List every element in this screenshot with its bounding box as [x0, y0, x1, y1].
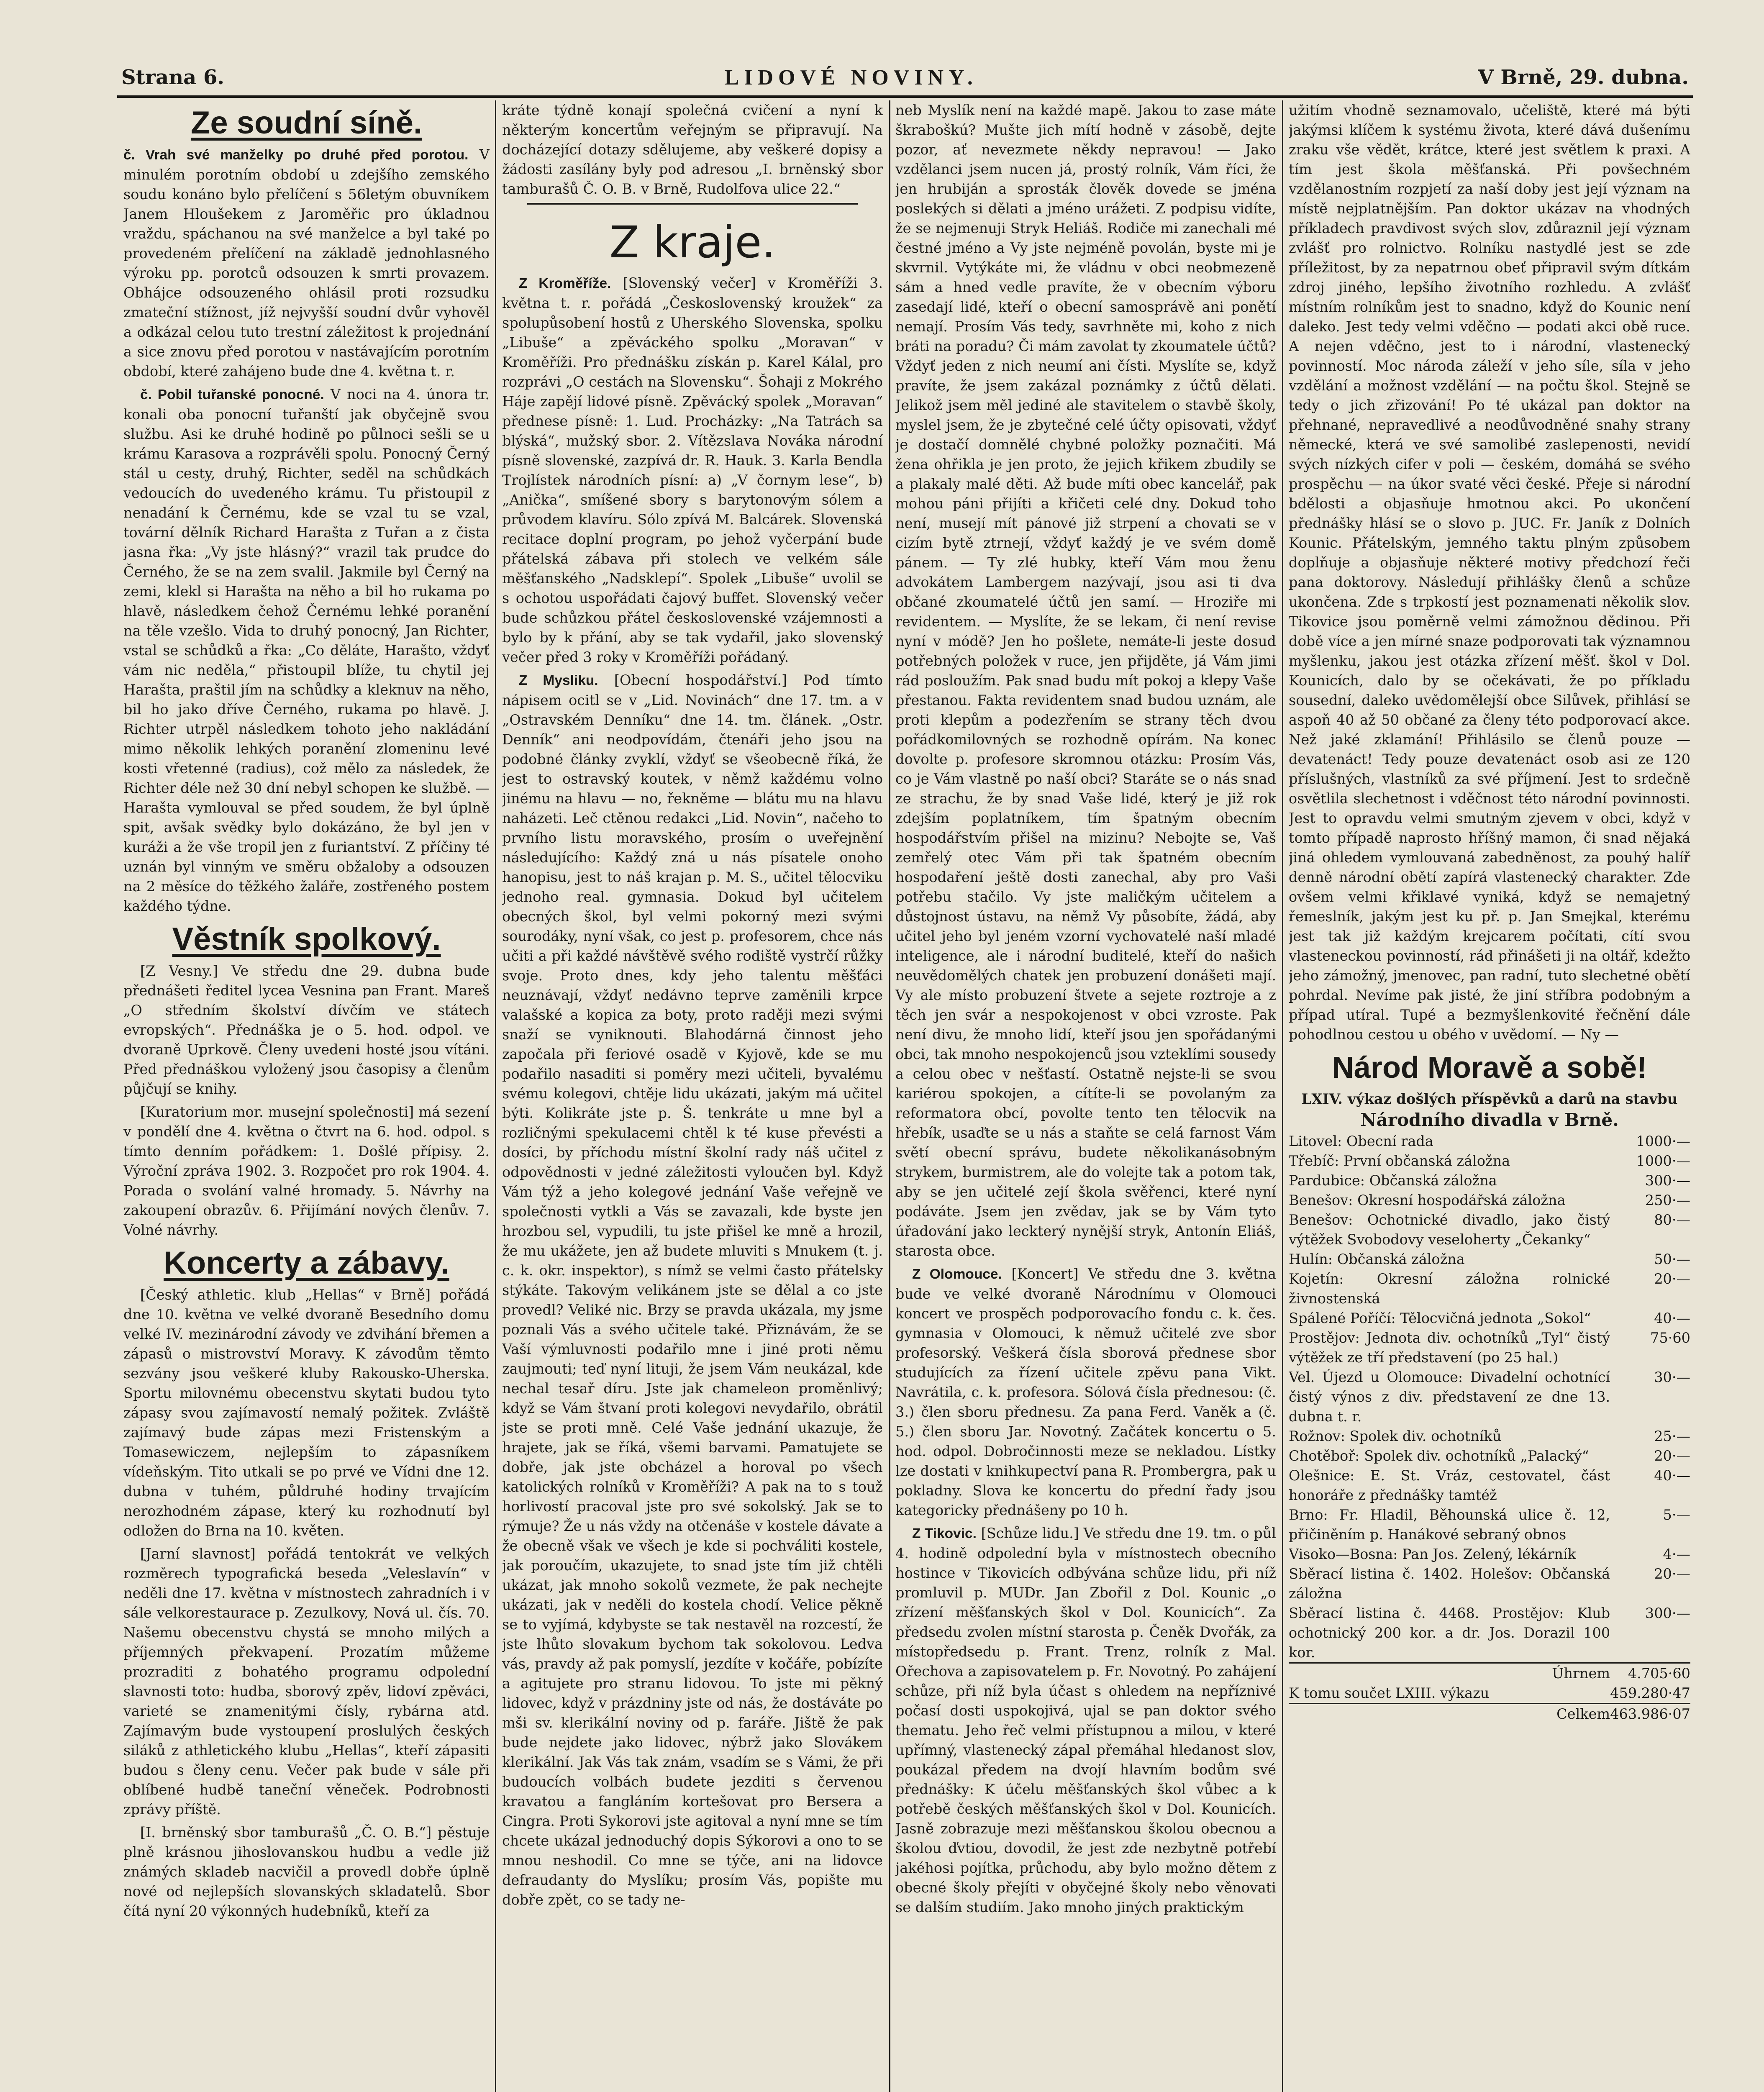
donation-amount: 5·— — [1663, 1507, 1690, 1523]
article-title: Z Tikovic. — [912, 1526, 977, 1541]
donation-row — [1289, 1269, 1690, 1308]
donation-amount: 20·— — [1654, 1448, 1690, 1464]
report-subtitle: LXIV. výkaz došlých příspěvků a darů na stavbu — [1301, 1091, 1678, 1108]
article-paragraph: [Kuratorium mor. musejní společnosti] má sezení v pondělí dne 4. května o čtvrt na 6. hod. odpol. s tímto denním pořádkem: 1. Došlé přípisy. 2. Výroční zpráva 1902. 3. Rozpočet pro rok 1904. 4. Porada o svolání valné hromady. 5. Návrhy na zakoupení obrazův. 6. Přijímání nových členův. 7. Volné návrhy. — [123, 1104, 490, 1238]
article-text: V minulém porotním období u zdejšího zemského soudu konáno bylo přelíčení s 56letým obuvníkem Janem Hloušekem z Jaroměřic pro úkladnou vraždu, spáchanou na své manželce a byl také po provedeném přelíčení na základě jednohlasného výroku pp. porotců odsouzen k smrti provazem. Obhájce odsouzeného ohlásil proti rozsudku zmateční stížnost, jíž nejvyšší soudní dvůr vyhověl a odkázal celou tuto trestní záležitost k projednání a sice znovu před porotou v nastávajícím porotním období, které zahájeno bude dne 4. května t. r. — [123, 146, 490, 379]
article-paragraph — [123, 145, 490, 381]
article-paragraph — [895, 1264, 1276, 1520]
donor-name: Sběrací listina č. 4468. Prostějov: Klub ochotnický 200 kor. a dr. Jos. Dorazil 100 kor. — [1289, 1605, 1610, 1661]
sum-row — [1289, 1663, 1690, 1684]
donation-amount: 75·60 — [1650, 1330, 1690, 1346]
header-rule — [117, 95, 1693, 98]
grand-total-value: 463.986·07 — [1610, 1704, 1690, 1724]
donor-name: Spálené Poříčí: Tělocvičná jednota „Sokol“ — [1289, 1310, 1591, 1326]
article-title: Z Olomouce. — [912, 1266, 1002, 1282]
sum-label: Úhrnem — [1289, 1663, 1610, 1684]
donor-name: Hulín: Občanská záložna — [1289, 1251, 1465, 1267]
donation-row — [1289, 1190, 1690, 1210]
article-text: [Obecní hospodářství.] Pod tímto nápisem ocitl se v „Lid. Novinách“ dne 17. tm. a v „Ostravském Denníku“ dne 14. tm. článek. „Ostr. Denník“ ani neodpovídám, čtenáři jeho jsou na podobné články zvyklí, vždyť se všeobecně říká, že jest to ostravský koutek, v němž každému volno jinému na hlavu — no, řekněme — blátu mu na hlavu naházeti. Leč ctěnou redakci „Lid. Novin“, načeho to prvního listu moravského, prosím o uveřejnění následujícího: Každý zná u nás písatele onoho hanopisu, jest to náš krajan p. M. S., učitel tělocviku jednoho real. gymnasia. Dokud byl učitelem obecných škol, byl velmi pokorný mezi svými sourodáky, nyní však, co jest p. profesorem, chce nás učiti a při každé návštěvě svého rodiště vystrčí růžky svoje. Proto dnes, kdy jeho talentu měšťáci neuznávají, vždyť nedávno teprve zaměnili krpce valašské a kopica za boty, proto raději mezi svými snaží se vyniknouti. Blahodárná činnost jeho započala při feriové osadě v Kyjově, kde se mu podařilo nasaditi si poměry mezi učiteli, byvalému svému kolegovi, chtěje lidu ukázati, jakým má učitel býti. Kolikráte jste p. Š. tenkráte u mne byl a rozličnými spekulacemi chtěl k té kuse převésti a dosíci, by příchodu místní školní rady náš učitel z odpovědnosti v jedné záležitosti vyloučen byl. Když Vám týž a jeho kolegové jednání Vaše veřejně ve společnosti vytkli a Vás se zavazali, kde byste jen hrozbou sel, vypudili, tu jste přišel ke mně a hrozil, že mu ukážete, jen až budete mluviti s Mnukem (t. j. c. k. okr. inspektor), s nímž se velmi často přátelsky stýkáte. Takovým velikánem jste se dělal a co jste provedl? Veliké nic. Brzy se pravda ukázala, my jsme poznali Vás a svého učitele také. Přiznávám, že se Vaší výmluvnosti podařilo mne i jiné proti němu zaujmouti; teď nyní lituji, že jsem Vám neukázal, kde nechal tesař díru. Jste jak chameleon proměnlivý; když se Vám štvaní proti kolegovi nevydařilo, obrátil jste se proti mně. Celé Vaše jednání ukazuje, že hrajete, jak se říká, všemi barvami. Pamatujete se dobře, jak jste obcházel a horoval po všech katolických rolníků v Kroměříži? A pak na to s touž horlivostí pracoval jste pro své sokolský. Jak se to rýmuje? Že u nás vždy na otčenáše v kostele dávate a že obecně však ve všech je kde si pochváliti kostele, jak poroučím, ukazujete, to snad jste tím již chtěli ukázat, jak mnoho sokolů vezmete, že pak nechejte ukázati, jak v neděli do kostela chodí. Velice pěkně se to vyjímá, kdybyste se tak nestavěl na rozcestí, že jste lhůto slovakum bychom tak sokolovou. Ledva vás, pravdy až pak pomyslí, jezdíte v kočáře, pobízíte a agitujete pro stranu lidovou. To jste mi pěkný lidovec, když v prázdniny jste od nás, že dostáváte po mši sv. klerikální noviny od p. faráře. Jiště že pak bude nejdete jako lidovec, nýbrž jako Slovákem klerikální. Jak Vás tak znám, vsadím se s Vámi, že při budoucích volbách budete jezditi s červenou kravatou a fangláním kortešovat pro Bersera a Cingra. Proti Sykorovi jste agitoval a nyní mne se tím chcete ukázal jednoduchý dopis Sýkorovi a ono to se mnou neshodil. Co mne se týče, ani na lidovce defraudanty do Myslíku; prosím Vás, popište mu dobře zpět, co se tady ne- — [502, 672, 883, 1908]
donation-amount: 50·— — [1654, 1251, 1690, 1267]
donation-row — [1289, 1249, 1690, 1269]
donation-amount: 25·— — [1654, 1428, 1690, 1444]
column-1 — [123, 100, 490, 2092]
article-paragraph: [I. brněnský sbor tamburašů „Č. O. B.“] pěstuje plně krásnou jihoslovanskou hudbu a vedle již známých skladeb nacvičil a provedl dobře úplně nové od nejlepších slovanských skladatelů. Sbor čítá nyní 20 výkonných hudebníků, kteří za — [123, 1824, 490, 1919]
donation-amount: 20·— — [1654, 1566, 1690, 1582]
donation-row — [1289, 1328, 1690, 1367]
article-text: V noci na 4. února tr. konali oba ponocní tuřanští jak obyčejně svou službu. Asi ke druhé hodině po půlnoci sešli se u krámu Karasova a rozprávěli spolu. Ponocný Černý stál u cesty, druhý, Richter, seděl na schůdkách vedoucích do uvedeného krámu. Tu přistoupil z nenadání k Černému, kde se vzal tu se vzal, tovární dělník Richard Haraštа z Tuřan a z čista jasna řka: „Vy jste hlásný?“ vrazil tak prudce do Černého, že se na zem svalil. Jakmile byl Černý na zemi, klekl si Harašta na něho a bil ho rukama po hlavě, následkem čehož Černému lehké poranění na těle vzešlo. Vida to druhý ponocný, Jan Richter, vstal se schůdků a řka: „Co děláte, Harašto, vždyť vám nic neděla,“ přistoupil blíže, tu chytil jej Harašta, praštil jím na schůdky a kleknuv na něho, bil ho jako dříve Černého, rukama po hlavě. J. Richter utrpěl následkem tohoto jeho nakládání mimo několik lehkých poranění zlomeninu levé kosti vřetenné (radius), což mělo za následek, že Richter déle než 30 dní nebyl schopen ke službě. — Harašta vymlouval se před soudem, že byl úplně spit, avšak svědky bylo dokázáno, že byl jen v kuráži a že vše tropil jen z furiantství. Z příčiny té uznán byl vinným ve směru obžaloby a odsouzen na 2 měsíce do těžkého žaláře, zostřeného postem každého týdne. — [123, 386, 490, 914]
column-3 — [895, 100, 1276, 2092]
donation-row — [1289, 1367, 1690, 1426]
donation-row — [1289, 1210, 1690, 1249]
article-paragraph — [123, 385, 490, 916]
donor-name: Benešov: Okresní hospodářská záložna — [1289, 1192, 1566, 1208]
article-paragraph: [Český athletic. klub „Hellas“ v Brně] pořádá dne 10. května ve velké dvoraně Besedního domu velké IV. mezinárodní závody ve zdvihání břemen a zápasů o mistrovství Moravy. K závodům těmto sezvány jsou veškeré kluby Rakousko-Uherska. Sportu milovnému obecenstvu skytati budou tyto zápasy svou zajímavostí nemalý požitek. Zvláště zajímavý bude zápas mezi Fristenským a Tomasewiczem, nejlepším to zápasníkem vídeňským. Tito utkali se po prvé ve Vídni dne 12. dubna v tuhém, půldruhé hodiny trvajícím nerozhodném zápase, který ku rozhodnutí byl odložen do Brna na 10. květen. — [123, 1287, 490, 1539]
donation-row — [1289, 1466, 1690, 1505]
article-paragraph: užitím vhodně seznamovalo, učeliště, které má býti jakýmsi klíčem k systému života, které dává dušenímu zraku vše vědět, krátce, které jest světlem k praxi. A tím jest škola měšťanská. Při povšechném vzdělanostním rozpjetí za naší doby jest její význam na místě nejplatnějším. Pan doktor ukázav na vhodných příkladech pravdivost svých slov, zdůraznil její význam zvlášť pro rolnictvo. Rolníku nastydlé jest se zde příležitost, by za nepatrnou obeť připravil svým dítkám zdroj jiného, lepšího životního rozhledu. A zvlášť místním rolníkům jest to snadno, když do Kounic není daleko. Jest tedy velmi vděčno — podati akci obě ruce. A nejen vděčno, jest to i národní, vlastenecký povinností. Moc národa záleží v jeho síle, síla v jeho vzdělání a možnost vzdělání — na počtu škol. Stejně se tedy o jich zřizování! Po té ukázal pan doktor na přehnané, nepravedlivé a neodůvodněné snahy strany německé, která ve své samolibé zaslepenosti, nevidí svých nízkých cifer v poli — českém, domáhá se svého prospěchu — na úkor svaté věci české. Přeje si národní bdělosti a objasňuje hmotnou akci. Po ukončení přednášky hlásí se o slovo p. JUC. Fr. Janík z Dolních Kounic. Přátelským, jemného taktu plným způsobem doplňuje a objasňuje některé motivy předchozí řeči pana doktorovy. Následují přihlášky členů a schůze ukončena. Zde s trpkostí jest poznamenati několik slov. Tikovice jsou poměrně velmi zámožnou dědinou. Při době více a jen mírné snaze podporovati tak významnou myšlenku, jakou jest otázka zřízení měšť. škol v Dol. Kounicích, dalo by se očekávati, že po příkladu sousední, daleko uvědomělejší obce Silůvek, přihlásí se aspoň 40 až 50 občané za členy této podporovací akce. Než jaké zklamání! Přihlásilo se členů pouze — devatenáct! Tedy pouze devatenáct osob asi ze 120 příslušných, vlastníků za své příjmení. Jest to srdečně osvětlila slechetnost i vděčnost této národní povinnosti. Jest to opravdu velmi smutným zjevem v obci, když v tomto případě naprosto hříšný mamon, či snad nějaká jiná ohledem vymlouvaná zabedněnost, za pouhý halíř denně národní obětí zapírá vlastenecký charakter. Zde ovšem velmi křiklavé vyniká, když se nemajetný řemeslník, jakým jest ku př. p. Jan Smejkal, kterému jest tak již každým krejcarem počítati, cítí svou vlasteneckou povinností, rád přinášeti ji na oltář, kdežto jeho zámožný, jmenovec, pan radní, tuto slechetné obětí pohrdal. Nevíme pak jisté, že jiní stříbra podobným a případ utíral. Tupé a bezmyšlenkovité řečnění dále pohodlnou cestou u obého v uvědomí. — Ny — — [1289, 102, 1690, 1043]
donor-name: Sběrací listina č. 1402. Holešov: Občanská záložna — [1289, 1566, 1610, 1602]
article-paragraph: kráte týdně konají společná cvičení a nyní k některým koncertům veřejným se připravují. Na docházející dotazy sdělujeme, aby veškeré dopisy a žádosti zasílány byly pod adresou „I. brněnský sbor tamburašů Č. O. B. v Brně, Rudolfova ulice 22.“ — [502, 102, 883, 197]
donor-name: Brno: Fr. Hladil, Běhounská ulice č. 12, přičiněním p. Hanákové sebraný obnos — [1289, 1507, 1610, 1543]
donor-name: Vel. Újezd u Olomouce: Divadelní ochotnící čistý výnos z div. představení ze dne 13. dubna t. r. — [1289, 1369, 1610, 1425]
previous-total-value: 459.280·47 — [1610, 1685, 1690, 1701]
grand-total-row — [1289, 1704, 1690, 1724]
donor-name: Chotěboř: Spolek div. ochotníků „Palacký“ — [1289, 1448, 1589, 1464]
article-paragraph: [Jarní slavnost] pořádá tentokrát ve velkých rozměrech typografická beseda „Veleslavín“ v neděli dne 17. května v místnostech zahradních i v sále velkorestaurace p. Zezulkovy, Nová ul. čís. 70. Našemu obecenstvu chystá se mnoho milých a příjemných překvapení. Prozatím můžeme prozraditi z bohatého programu odpolední slavnosti toto: hudba, sborový zpěv, lidoví zpěváci, varieté se znamenitými čísly, rybárna atd. Zajímavým bude vystoupení proslulých českých siláků z athletického klubu „Hellas“, kteří zápasiti budou s členy cenu. Večer pak bude v sále při oblíbené hudbě taneční věneček. Podrobnosti zprávy příště. — [123, 1546, 490, 1818]
donation-row — [1289, 1446, 1690, 1466]
donation-amount: 4·— — [1663, 1546, 1690, 1562]
donation-amount: 40·— — [1654, 1310, 1690, 1326]
donor-name: Litovel: Obecní rada — [1289, 1133, 1433, 1149]
previous-total-row — [1289, 1683, 1690, 1704]
article-paragraph — [895, 1523, 1276, 1917]
masthead-title: LIDOVÉ NOVINY. — [724, 65, 978, 90]
donation-table — [1289, 1131, 1690, 1724]
article-text: [Schůze lidu.] Ve středu dne 19. tm. o půl 4. hodině odpolední byla v místnostech obecního hostince v Tikovicích odbývána schůze lidu, při níž promluvil p. MUDr. Jan Zbořil z Dol. Kounic „o zřízení měšťanských škol v Dol. Kounicích“. Za předsedu zvolen místní starosta p. Čeněk Dvořák, za místopředsedu p. Frant. Trenz, rolník z Mal. Ořechova a zapisovatelem p. Fr. Novotný. Po zahájení schůze, při níž byla účast s ohledem na nepříznivé počasí dosti uspokojivá, ujal se pan doktor svého thematu. Jeho řeč velmi přístupnou a milou, v které upřímný, vlastenecký zápal přemáhal hledanost slov, poukázal předem na dvojí hlavním bodům své přednášky: K účelu měšťanských škol vůbec a k potřebě českých měšťanských škol v Dol. Kounicích. Jasně zobrazuje mezi měšťanskou školou obecnou a školou ďvtiou, dovodil, že jest zde nezbytně potřebí jakéhosi pojítka, průchodu, aby bylo možno dětem z obecné školy přejíti v obyčejné školy nebo věnovati se dalším studiím. Jako mnoho jiných praktickým — [895, 1525, 1276, 1915]
column-2 — [502, 100, 883, 2092]
article-title: Z Kroměříže. — [519, 276, 611, 291]
article-title: č. Vrah své manželky po druhé před porotou. — [123, 147, 469, 163]
donation-row — [1289, 1131, 1690, 1151]
donor-name: Olešnice: E. St. Vráz, cestovatel, část honoráře z přednášky tamtéž — [1289, 1467, 1610, 1503]
column-divider — [889, 100, 890, 2092]
article-paragraph: neb Myslík není na každé mapě. Jakou to zase máte škraboškú? Mušte jich mítí hodně v zásobě, dejte pozor, ať nevezmete někdy nepravou! — Jako vzdělanci jsem nucen já, prostý rolník, Vám říci, že jen hrubiján a sprosták člověk dovede se jména poslekých si dělati a jméno urážeti. Z podpisu vidíte, že se nejmenuji Stryk Heliáš. Rodiče mi zanechali mé čestné jméno a Vy jste nejméně povolán, byste mi je skvrnil. Vytýkáte mi, že vládnu v obci neobmezeně sám a hned vedle pravíte, že v obecním výboru zasedají lidé, kteří o obecní samosprávě ani ponětí nemají. Prosím Vás tedy, savrhněte mi, koho z nich bráti na poradu? Či mám zavolat ty zkoumatele účtů? Vždyť jeden z nich neumí ani čísti. Myslíte se, když pravíte, že jsem zakázal poznámky z účtů dělati. Jelikož jsem měl jediné ale stavitelem o stavbě školy, myslel jsem, že je zbytečné celé účty opisovati, vždyť je dostačí domnělé chybné položky poznačiti. Má žena ohřikla je jen proto, že jejich křikem zbudily se a plakaly malé děti. Až bude míti obec kancelář, pak mohou páni přijíti a křičeti celé dny. Dokud toho není, musejí mít pánové již strpení a chovati se v cizím bytě ztrnejí, vždyť každý je ve svém domě pánem. — Ty zlé hubky, kteří Vám mou ženu advokátem Lambergem nazývají, jsou asi ti dva občané zkoumatelé účtů jen samí. — Hroziře mi revidentem. — Myslíte, že se lekam, či není revise nyní v módě? Jen ho pošlete, nemáte-li jeste dosud potřebných položek v ruce, jen přijděte, já Vám jimi rád posloužím. Pak snad budu mít pokoj a klepy Vaše přestanou. Fakta revidentem snad budou uznám, ale proti klepům a podezřením se strany těch dvou pořádkomilovných se rozhodně opírám. Na konec dovolte p. profesore skromnou otázku: Prosím Vás, co je Vám vlastně po naší obci? Staráte se o nás snad ze strachu, že by snad Vaše lidé, který je již rok zdejším poplatníkem, tím špatným obecním hospodářstvím přišel na mizinu? Nebojte se, Vaš zemřelý otec Vám při tak špatném obecním hospodaření ještě dosti zanechal, aby pro Vaši potřebu stačilo. Vy jste maličkým učitelem a důstojnost ústavu, na němž Vy působíte, žádá, aby učitel jeho byl jeném vzorní vychovatelé naší mladé inteligence, ale i národní buditelé, kteří do našich neuvědomělých chatek jen probuzení donášeti mají. Vy ale místo probuzení štvete a sejete roztroje a z těch jen svár a nespokojenost v obci vzroste. Pak není divu, že mnoho lidí, kteří jsou jen spořádanými obci, tak mnoho nespokojenců jsou vzteklími sousedy a celou obec v nešťastí. Ostatně nejste-li se svou kariérou spokojen, a cítíte-li se povolaným za reformatora obcí, povolte tento ten tělocvik na hřebík, usaďte se u nás a staňte se celá farnost Vám světí obecní správu, budete několikanásobným strykem, burmistrem, ale do volejte tak a potom tak, aby se jen učitelé zejí škola svěřenci, které nyní podáváte. Jsem jen zvědav, jak se by Vám tyto úřadování jako leckterý nynější stryk, Antonín Eliáš, starosta obce. — [895, 102, 1276, 1259]
article-paragraph: [Z Vesny.] Ve středu dne 29. dubna bude přednášeti ředitel lycea Vesnina pan Frant. Mareš „O středním školství dívčím ve státech evropských“. Přednáška je o 5. hod. odpol. ve dvoraně Uprkově. Členy uvedeni hosté jsou vítáni. Před přednáškou vyložený jsou časopisy a členům půjčují se knihy. — [123, 963, 490, 1097]
donation-row — [1289, 1505, 1690, 1544]
donor-name: Kojetín: Okresní záložna rolnické živnostenská — [1289, 1271, 1610, 1307]
donation-amount: 1000·— — [1636, 1153, 1690, 1169]
section-title-court: Ze soudní síně. — [190, 105, 423, 141]
report-subtitle: Národního divadla v Brně. — [1360, 1110, 1619, 1130]
donation-row — [1289, 1308, 1690, 1328]
article-title: č. Pobil tuřanské ponocné. — [140, 387, 324, 403]
sum-value: 4.705·60 — [1610, 1663, 1690, 1684]
donation-amount: 1000·— — [1636, 1133, 1690, 1149]
section-title-concerts: Koncerty a zábavy. — [164, 1245, 449, 1281]
article-paragraph — [502, 670, 883, 1910]
donation-amount: 300·— — [1645, 1605, 1690, 1621]
donation-row — [1289, 1544, 1690, 1564]
previous-total-label: K tomu součet LXIII. výkazu — [1289, 1685, 1490, 1701]
donor-name: Prostějov: Jednota div. ochotníků „Tyl“ čistý výtěžek ze tří představení (po 25 hal.) — [1289, 1330, 1610, 1366]
donation-amount: 40·— — [1654, 1467, 1690, 1484]
article-text: [Koncert] Ve středu dne 3. května bude ve velké dvoraně Národnímu v Olomouci koncert ve prospěch podporovacího fondu c. k. čes. gymnasia v Olomouci, k němuž učitelé zve sbor profesorský. Veškerá čísla sborová přednese sbor studujících za řízení učitele zpěvu pana Vikt. Navrátila, c. k. profesora. Sólová čísla přednesou: (č. 3.) člen sboru přednesu. Za pana Ferd. Vaněk a (č. 5.) člen sboru Jar. Novotný. Začátek koncertu o 5. hod. odpol. Dobročinnosti meze se nekladou. Lístky lze dostati v knihkupectví pana R. Prombergra, pak u pokladny. Slova ke koncertu do přední řady jsou kategoricky přednášeny po 10 h. — [895, 1266, 1276, 1518]
column-divider — [1282, 100, 1283, 2092]
article-title: Z Mysliku. — [519, 673, 598, 688]
page-number: Strana 6. — [121, 66, 225, 89]
section-title-associations: Věstník spolkový. — [172, 921, 441, 957]
donation-amount: 20·— — [1654, 1271, 1690, 1287]
donor-name: Rožnov: Spolek div. ochotníků — [1289, 1428, 1502, 1444]
column-4 — [1289, 100, 1690, 2092]
section-title-national-theatre: Národ Moravě a sobě! — [1332, 1051, 1647, 1084]
column-divider — [495, 100, 496, 2092]
donation-amount: 80·— — [1654, 1212, 1690, 1228]
section-divider — [527, 203, 858, 205]
donor-name: Třebíč: První občanská záložna — [1289, 1153, 1510, 1169]
section-title-region: Z kraje. — [609, 217, 776, 268]
donor-name: Benešov: Ochotnické divadlo, jako čistý výtěžek Svobodovy veseloherty „Čekanky“ — [1289, 1212, 1610, 1248]
donation-row — [1289, 1151, 1690, 1171]
article-paragraph — [502, 273, 883, 667]
donation-amount: 30·— — [1654, 1369, 1690, 1385]
page-header — [121, 63, 1689, 92]
donation-row — [1289, 1603, 1690, 1663]
article-text: [Slovenský večer] v Kroměříži 3. května t. r. pořádá „Československý kroužek“ za spolupůsobení hostů z Uherského Slovenska, spolku „Libuše“ a zpěváckého spolku „Moravan“ v Kroměříži. Pro přednášku získán p. Karel Kálal, pro rozprávi „O cestách na Slovensku“. Šohaji z Mokrého Háje zapějí lidové písně. Zpěvácký spolek „Moravan“ přednese písně: 1. Lud. Procházky: „Na Tatrách sa blýská“, mužský sbor. 2. Vítězslava Nováka národní písně slovenské, zazpívá dr. R. Hauk. 3. Karla Bendla Trojlístek národních písní: a) „V čornym lese“, b) „Anička“, smíšené sbory s barytonovým sólem a průvodem klavíru. Sólo zpívá M. Balcárek. Slovenská recitace doplní program, po jehož vyčerpání bude přátelská zábava při stolech ve velkém sále měšťanského „Nadsklepí“. Spolek „Libuše“ uvolil se s ochotou uspořádati čajový buffet. Slovenský večer bude schůzkou přátel československé vzájemnosti a bylo by k přání, aby se tak vydařil, jako slovenský večer před 3 roky v Kroměříži pořádaný. — [502, 275, 883, 665]
donation-row — [1289, 1564, 1690, 1603]
page-date: V Brně, 29. dubna. — [1478, 66, 1689, 89]
donation-row — [1289, 1171, 1690, 1190]
donor-name: Pardubice: Občanská záložna — [1289, 1172, 1497, 1189]
donation-amount: 300·— — [1645, 1172, 1690, 1189]
donation-amount: 250·— — [1645, 1192, 1690, 1208]
donor-name: Visoko—Bosna: Pan Jos. Zelený, lékárník — [1289, 1546, 1576, 1562]
grand-total-label: Celkem — [1289, 1704, 1610, 1724]
donation-row — [1289, 1426, 1690, 1446]
